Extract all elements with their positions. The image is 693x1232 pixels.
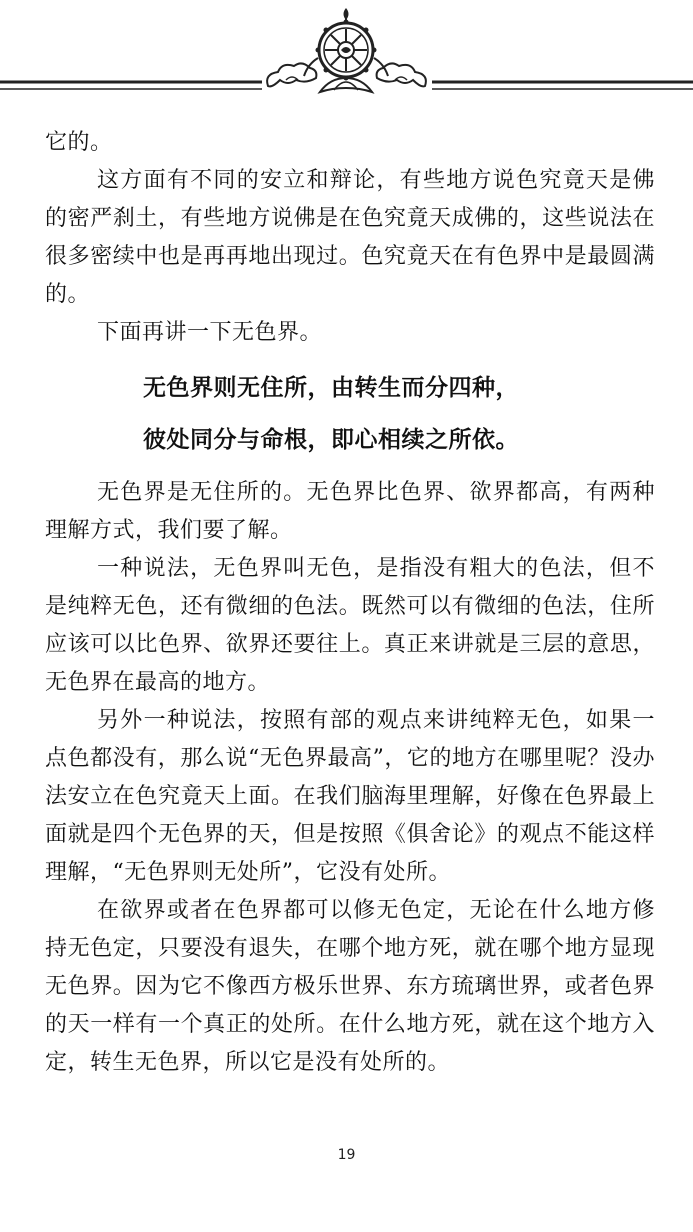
dharma-wheel-icon — [0, 0, 693, 110]
verse-line: 彼处同分与命根，即心相续之所依。 — [143, 427, 519, 453]
verse-block — [45, 362, 655, 466]
paragraph: 它的。 — [45, 130, 113, 155]
paragraph: 无色界是无住所的。无色界比色界、欲界都高，有两种理解方式，我们要了解。 — [45, 480, 655, 543]
page-number: 19 — [337, 1147, 356, 1163]
paragraph: 一种说法，无色界叫无色，是指没有粗大的色法，但不是纯粹无色，还有微细的色法。既然可以有微细的色法，住所应该可以比色界、欲界还要往上。真正来讲就是三层的意思，无色界在最高的地方。 — [45, 556, 655, 695]
paragraph: 另外一种说法，按照有部的观点来讲纯粹无色，如果一点色都没有，那么说“无色界最高”，它的地方在哪里呢？没办法安立在色究竟天上面。在我们脑海里理解，好像在色界最上面就是四个无色界的天，但是按照《俱舍论》的观点不能这样理解，“无色界则无处所”，它没有处所。 — [45, 708, 655, 885]
page-body — [45, 124, 655, 1082]
paragraph: 这方面有不同的安立和辩论，有些地方说色究竟天是佛的密严刹土，有些地方说佛是在色究竟天成佛的，这些说法在很多密续中也是再再地出现过。色究竟天在有色界中是最圆满的。 — [45, 168, 655, 307]
paragraph: 下面再讲一下无色界。 — [97, 320, 323, 345]
paragraph: 在欲界或者在色界都可以修无色定，无论在什么地方修持无色定，只要没有退失，在哪个地方死，就在哪个地方显现无色界。因为它不像西方极乐世界、东方琉璃世界，或者色界的天一样有一个真正的处所。在什么地方死，就在这个地方入定，转生无色界，所以它是没有处所的。 — [45, 898, 655, 1075]
verse-line: 无色界则无住所，由转生而分四种， — [143, 375, 519, 401]
header-ornament — [0, 0, 693, 110]
